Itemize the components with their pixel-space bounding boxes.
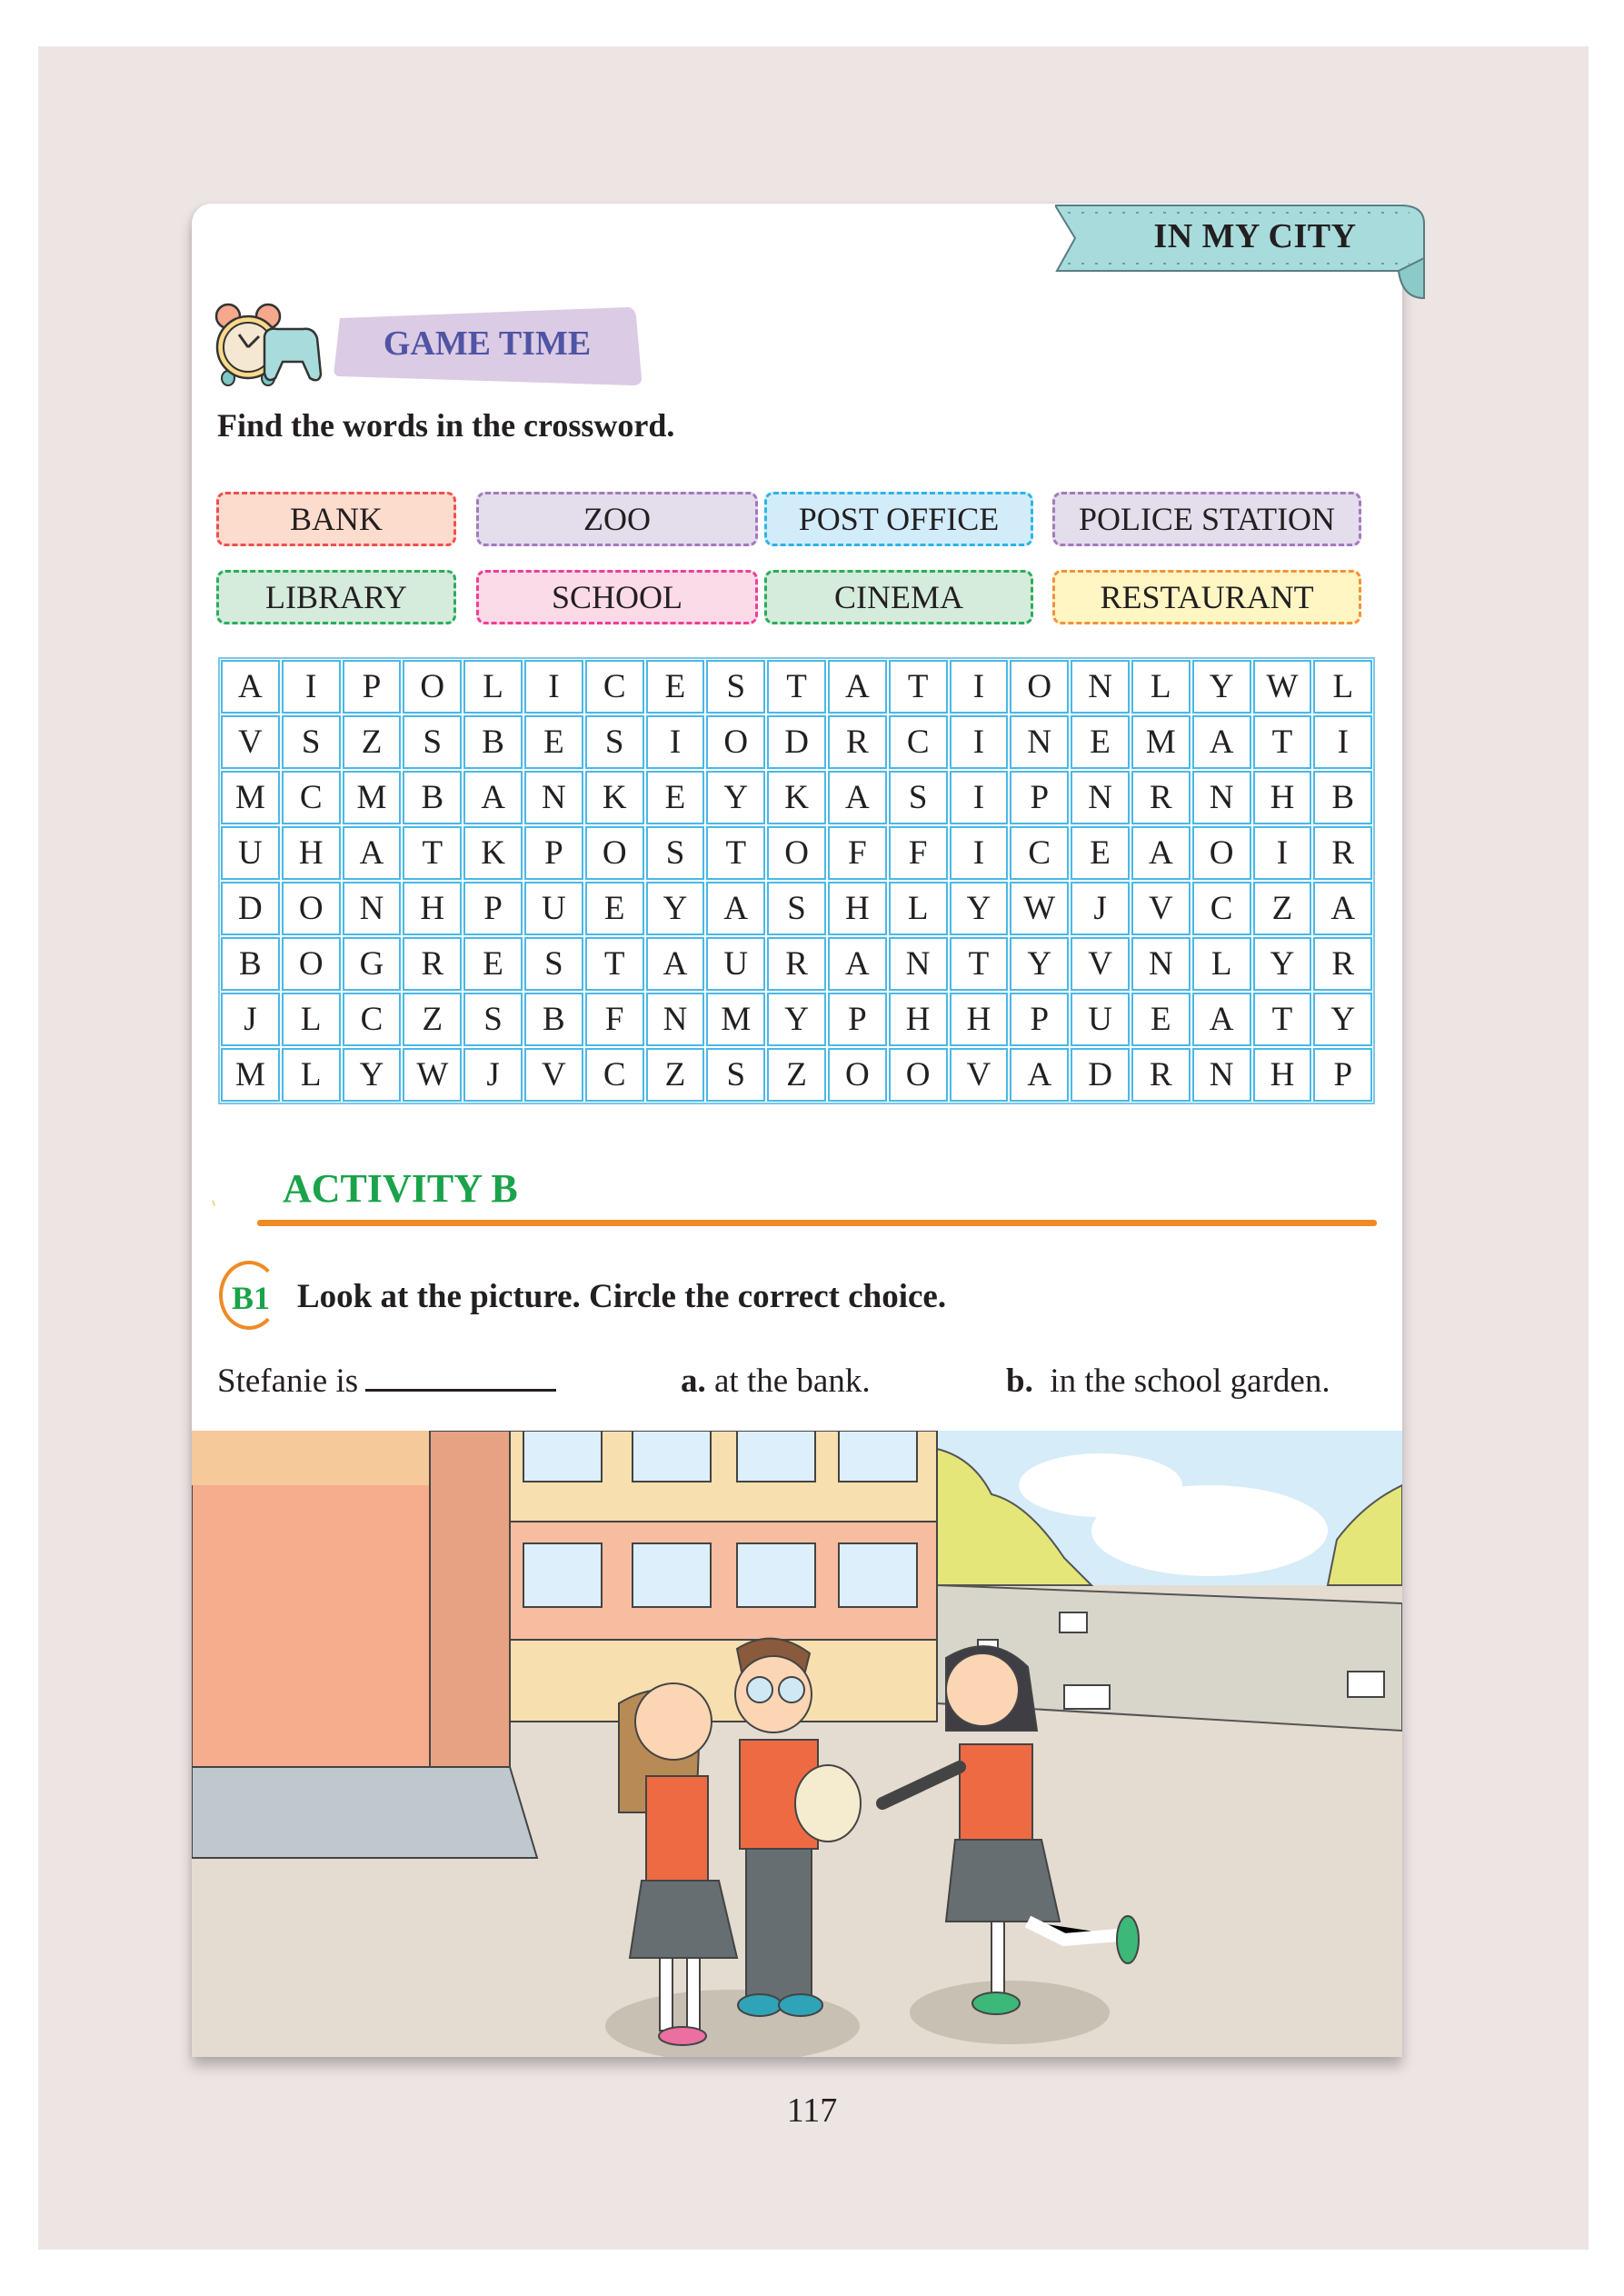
grid-cell[interactable]: L — [1131, 660, 1191, 714]
word-pill-restaurant: RESTAURANT — [1052, 570, 1361, 624]
grid-cell[interactable]: E — [1071, 715, 1130, 769]
grid-cell[interactable]: F — [585, 993, 644, 1046]
grid-cell[interactable]: M — [221, 771, 280, 824]
question-stem: Stefanie is — [217, 1363, 359, 1400]
grid-cell[interactable]: W — [1010, 882, 1069, 935]
grid-cell[interactable]: N — [1071, 771, 1130, 824]
grid-cell[interactable]: I — [524, 660, 583, 714]
grid-cell[interactable]: A — [828, 937, 887, 991]
grid-cell[interactable]: A — [343, 826, 402, 880]
grid-cell[interactable]: Y — [1192, 660, 1251, 714]
grid-cell[interactable]: I — [950, 771, 1009, 824]
grid-cell[interactable]: M — [221, 1048, 280, 1102]
grid-cell[interactable]: K — [585, 771, 644, 824]
option-b-letter: b. — [1006, 1363, 1033, 1400]
word-pill-library: LIBRARY — [216, 570, 456, 624]
grid-cell[interactable]: L — [1192, 937, 1251, 991]
grid-cell[interactable]: R — [1313, 937, 1372, 991]
grid-cell[interactable]: D — [1071, 1048, 1130, 1102]
activity-title: ACTIVITY B — [283, 1166, 518, 1211]
grid-cell[interactable]: W — [403, 1048, 462, 1102]
grid-cell[interactable]: A — [463, 771, 523, 824]
grid-cell[interactable]: S — [706, 660, 765, 714]
grid-cell[interactable]: P — [343, 660, 402, 714]
grid-cell[interactable]: D — [767, 715, 826, 769]
grid-cell[interactable]: M — [706, 993, 765, 1046]
option-b[interactable] — [1006, 1362, 1330, 1401]
grid-cell[interactable]: O — [767, 826, 826, 880]
pencil-icon — [212, 1149, 284, 1258]
grid-cell[interactable]: J — [1071, 882, 1130, 935]
grid-cell[interactable]: N — [1192, 1048, 1251, 1102]
grid-cell[interactable]: I — [282, 660, 341, 714]
schoolyard-illustration — [192, 1431, 1402, 2057]
grid-cell[interactable]: P — [828, 993, 887, 1046]
grid-cell[interactable]: R — [1131, 771, 1191, 824]
grid-cell[interactable]: P — [1313, 1048, 1372, 1102]
grid-cell[interactable]: N — [1010, 715, 1069, 769]
grid-cell[interactable]: N — [524, 771, 583, 824]
grid-cell[interactable]: V — [1131, 882, 1191, 935]
grid-cell[interactable]: A — [1192, 715, 1251, 769]
grid-cell[interactable]: B — [403, 771, 462, 824]
grid-cell[interactable]: O — [282, 882, 341, 935]
grid-cell[interactable]: H — [889, 993, 948, 1046]
grid-cell[interactable]: R — [403, 937, 462, 991]
grid-cell[interactable]: I — [1253, 826, 1312, 880]
grid-cell[interactable]: A — [828, 771, 887, 824]
grid-cell[interactable]: Y — [706, 771, 765, 824]
grid-cell[interactable]: B — [524, 993, 583, 1046]
grid-cell[interactable]: A — [221, 660, 280, 714]
grid-cell[interactable]: R — [767, 937, 826, 991]
grid-cell[interactable]: T — [767, 660, 826, 714]
option-b-text: in the school garden. — [1050, 1363, 1330, 1400]
grid-cell[interactable]: I — [950, 826, 1009, 880]
grid-cell[interactable]: S — [889, 771, 948, 824]
option-a[interactable] — [681, 1362, 871, 1401]
grid-cell[interactable]: K — [767, 771, 826, 824]
grid-cell[interactable]: Y — [1010, 937, 1069, 991]
grid-cell[interactable]: M — [343, 771, 402, 824]
word-search-grid — [218, 657, 1375, 1104]
grid-cell[interactable]: A — [706, 882, 765, 935]
grid-cell[interactable]: Z — [343, 715, 402, 769]
grid-cell[interactable]: T — [706, 826, 765, 880]
grid-cell[interactable]: T — [403, 826, 462, 880]
grid-cell[interactable]: A — [1131, 826, 1191, 880]
grid-cell[interactable]: I — [950, 660, 1009, 714]
grid-cell[interactable]: S — [767, 882, 826, 935]
grid-cell[interactable]: M — [1131, 715, 1191, 769]
grid-cell[interactable]: Z — [1253, 882, 1312, 935]
grid-cell[interactable]: B — [463, 715, 523, 769]
grid-cell[interactable]: H — [403, 882, 462, 935]
grid-cell[interactable]: N — [1192, 771, 1251, 824]
grid-cell[interactable]: C — [889, 715, 948, 769]
grid-cell[interactable]: D — [221, 882, 280, 935]
grid-cell[interactable]: I — [646, 715, 705, 769]
grid-cell[interactable]: U — [524, 882, 583, 935]
grid-cell[interactable]: T — [950, 937, 1009, 991]
grid-cell[interactable]: E — [646, 771, 705, 824]
grid-cell[interactable]: U — [706, 937, 765, 991]
grid-cell[interactable]: E — [1131, 993, 1191, 1046]
grid-cell[interactable]: O — [828, 1048, 887, 1102]
grid-cell[interactable]: V — [221, 715, 280, 769]
grid-cell[interactable]: H — [282, 826, 341, 880]
grid-cell[interactable]: C — [282, 771, 341, 824]
grid-cell[interactable]: P — [463, 882, 523, 935]
task-instruction: Look at the picture. Circle the correct choice. — [297, 1278, 947, 1315]
grid-cell[interactable]: O — [585, 826, 644, 880]
grid-cell[interactable]: F — [889, 826, 948, 880]
grid-cell[interactable]: T — [1253, 715, 1312, 769]
grid-cell[interactable]: Y — [1253, 937, 1312, 991]
grid-cell[interactable]: O — [1010, 660, 1069, 714]
grid-cell[interactable]: I — [950, 715, 1009, 769]
option-a-text: at the bank. — [714, 1363, 871, 1400]
grid-cell[interactable]: S — [463, 993, 523, 1046]
grid-cell[interactable]: H — [828, 882, 887, 935]
grid-cell[interactable]: L — [1313, 660, 1372, 714]
grid-cell[interactable]: I — [1313, 715, 1372, 769]
unit-title: IN MY CITY — [1153, 217, 1357, 255]
grid-cell[interactable]: Z — [403, 993, 462, 1046]
grid-cell[interactable]: V — [1071, 937, 1130, 991]
grid-cell[interactable]: Y — [950, 882, 1009, 935]
option-a-letter: a. — [681, 1363, 706, 1400]
question-stem-row — [217, 1362, 556, 1401]
grid-cell[interactable]: S — [524, 937, 583, 991]
grid-cell[interactable]: L — [889, 882, 948, 935]
grid-cell[interactable]: S — [706, 1048, 765, 1102]
grid-cell[interactable]: C — [585, 1048, 644, 1102]
grid-cell[interactable]: Z — [767, 1048, 826, 1102]
instruction-text: Find the words in the crossword. — [217, 407, 675, 444]
grid-cell[interactable]: P — [1010, 993, 1069, 1046]
grid-cell[interactable]: E — [646, 660, 705, 714]
task-number: B1 — [232, 1280, 271, 1316]
textbook-page — [192, 204, 1402, 2057]
word-pill-school: SCHOOL — [476, 570, 758, 624]
word-pill-police-station: POLICE STATION — [1052, 492, 1361, 546]
grid-cell[interactable]: J — [463, 1048, 523, 1102]
grid-cell[interactable]: Y — [1313, 993, 1372, 1046]
grid-cell[interactable]: O — [1192, 826, 1251, 880]
grid-cell[interactable]: L — [282, 993, 341, 1046]
grid-cell[interactable]: A — [1010, 1048, 1069, 1102]
grid-cell[interactable]: Y — [646, 882, 705, 935]
grid-cell[interactable]: S — [282, 715, 341, 769]
grid-cell[interactable]: O — [282, 937, 341, 991]
grid-cell[interactable]: C — [1010, 826, 1069, 880]
grid-cell[interactable]: R — [828, 715, 887, 769]
grid-cell[interactable]: L — [463, 660, 523, 714]
word-pill-post-office: POST OFFICE — [764, 492, 1033, 546]
grid-cell[interactable]: R — [1131, 1048, 1191, 1102]
grid-cell[interactable]: W — [1253, 660, 1312, 714]
grid-cell[interactable]: N — [1071, 660, 1130, 714]
grid-cell[interactable]: T — [889, 660, 948, 714]
grid-cell[interactable]: Z — [646, 1048, 705, 1102]
grid-cell[interactable]: E — [524, 715, 583, 769]
grid-cell[interactable]: O — [403, 660, 462, 714]
grid-cell[interactable]: N — [889, 937, 948, 991]
grid-cell[interactable]: E — [1071, 826, 1130, 880]
page-number: 117 — [786, 2091, 838, 2130]
word-pill-bank: BANK — [216, 492, 456, 546]
grid-cell[interactable]: Y — [767, 993, 826, 1046]
grid-cell[interactable]: V — [524, 1048, 583, 1102]
grid-cell[interactable]: H — [1253, 1048, 1312, 1102]
grid-cell[interactable]: A — [1192, 993, 1251, 1046]
grid-cell[interactable]: Y — [343, 1048, 402, 1102]
grid-cell[interactable]: L — [282, 1048, 341, 1102]
alarm-clock-gamepad-icon — [212, 302, 330, 389]
activity-underline — [257, 1220, 1377, 1226]
word-pill-cinema: CINEMA — [764, 570, 1033, 624]
grid-cell[interactable]: G — [343, 937, 402, 991]
grid-cell[interactable]: N — [343, 882, 402, 935]
grid-cell[interactable]: P — [1010, 771, 1069, 824]
grid-cell[interactable]: P — [524, 826, 583, 880]
grid-cell[interactable]: H — [950, 993, 1009, 1046]
grid-cell[interactable]: K — [463, 826, 523, 880]
grid-cell[interactable]: S — [403, 715, 462, 769]
grid-cell[interactable]: N — [1131, 937, 1191, 991]
grid-cell[interactable]: B — [221, 937, 280, 991]
grid-cell[interactable]: R — [1313, 826, 1372, 880]
word-pill-zoo: ZOO — [476, 492, 758, 546]
answer-blank[interactable] — [365, 1362, 556, 1392]
grid-cell[interactable]: O — [706, 715, 765, 769]
grid-cell[interactable]: A — [1313, 882, 1372, 935]
grid-cell[interactable]: A — [828, 660, 887, 714]
grid-cell[interactable]: E — [585, 882, 644, 935]
grid-cell[interactable]: C — [343, 993, 402, 1046]
grid-cell[interactable]: S — [646, 826, 705, 880]
grid-cell[interactable]: E — [463, 937, 523, 991]
grid-cell[interactable]: U — [221, 826, 280, 880]
grid-cell[interactable]: H — [1253, 771, 1312, 824]
grid-cell[interactable]: B — [1313, 771, 1372, 824]
grid-cell[interactable]: T — [1253, 993, 1312, 1046]
grid-cell[interactable]: A — [646, 937, 705, 991]
grid-cell[interactable]: U — [1071, 993, 1130, 1046]
grid-cell[interactable]: V — [950, 1048, 1009, 1102]
grid-cell[interactable]: C — [1192, 882, 1251, 935]
grid-cell[interactable]: N — [646, 993, 705, 1046]
grid-cell[interactable]: C — [585, 660, 644, 714]
grid-cell[interactable]: F — [828, 826, 887, 880]
grid-cell[interactable]: T — [585, 937, 644, 991]
grid-cell[interactable]: S — [585, 715, 644, 769]
game-time-label: GAME TIME — [383, 324, 592, 363]
grid-cell[interactable]: J — [221, 993, 280, 1046]
grid-cell[interactable]: O — [889, 1048, 948, 1102]
